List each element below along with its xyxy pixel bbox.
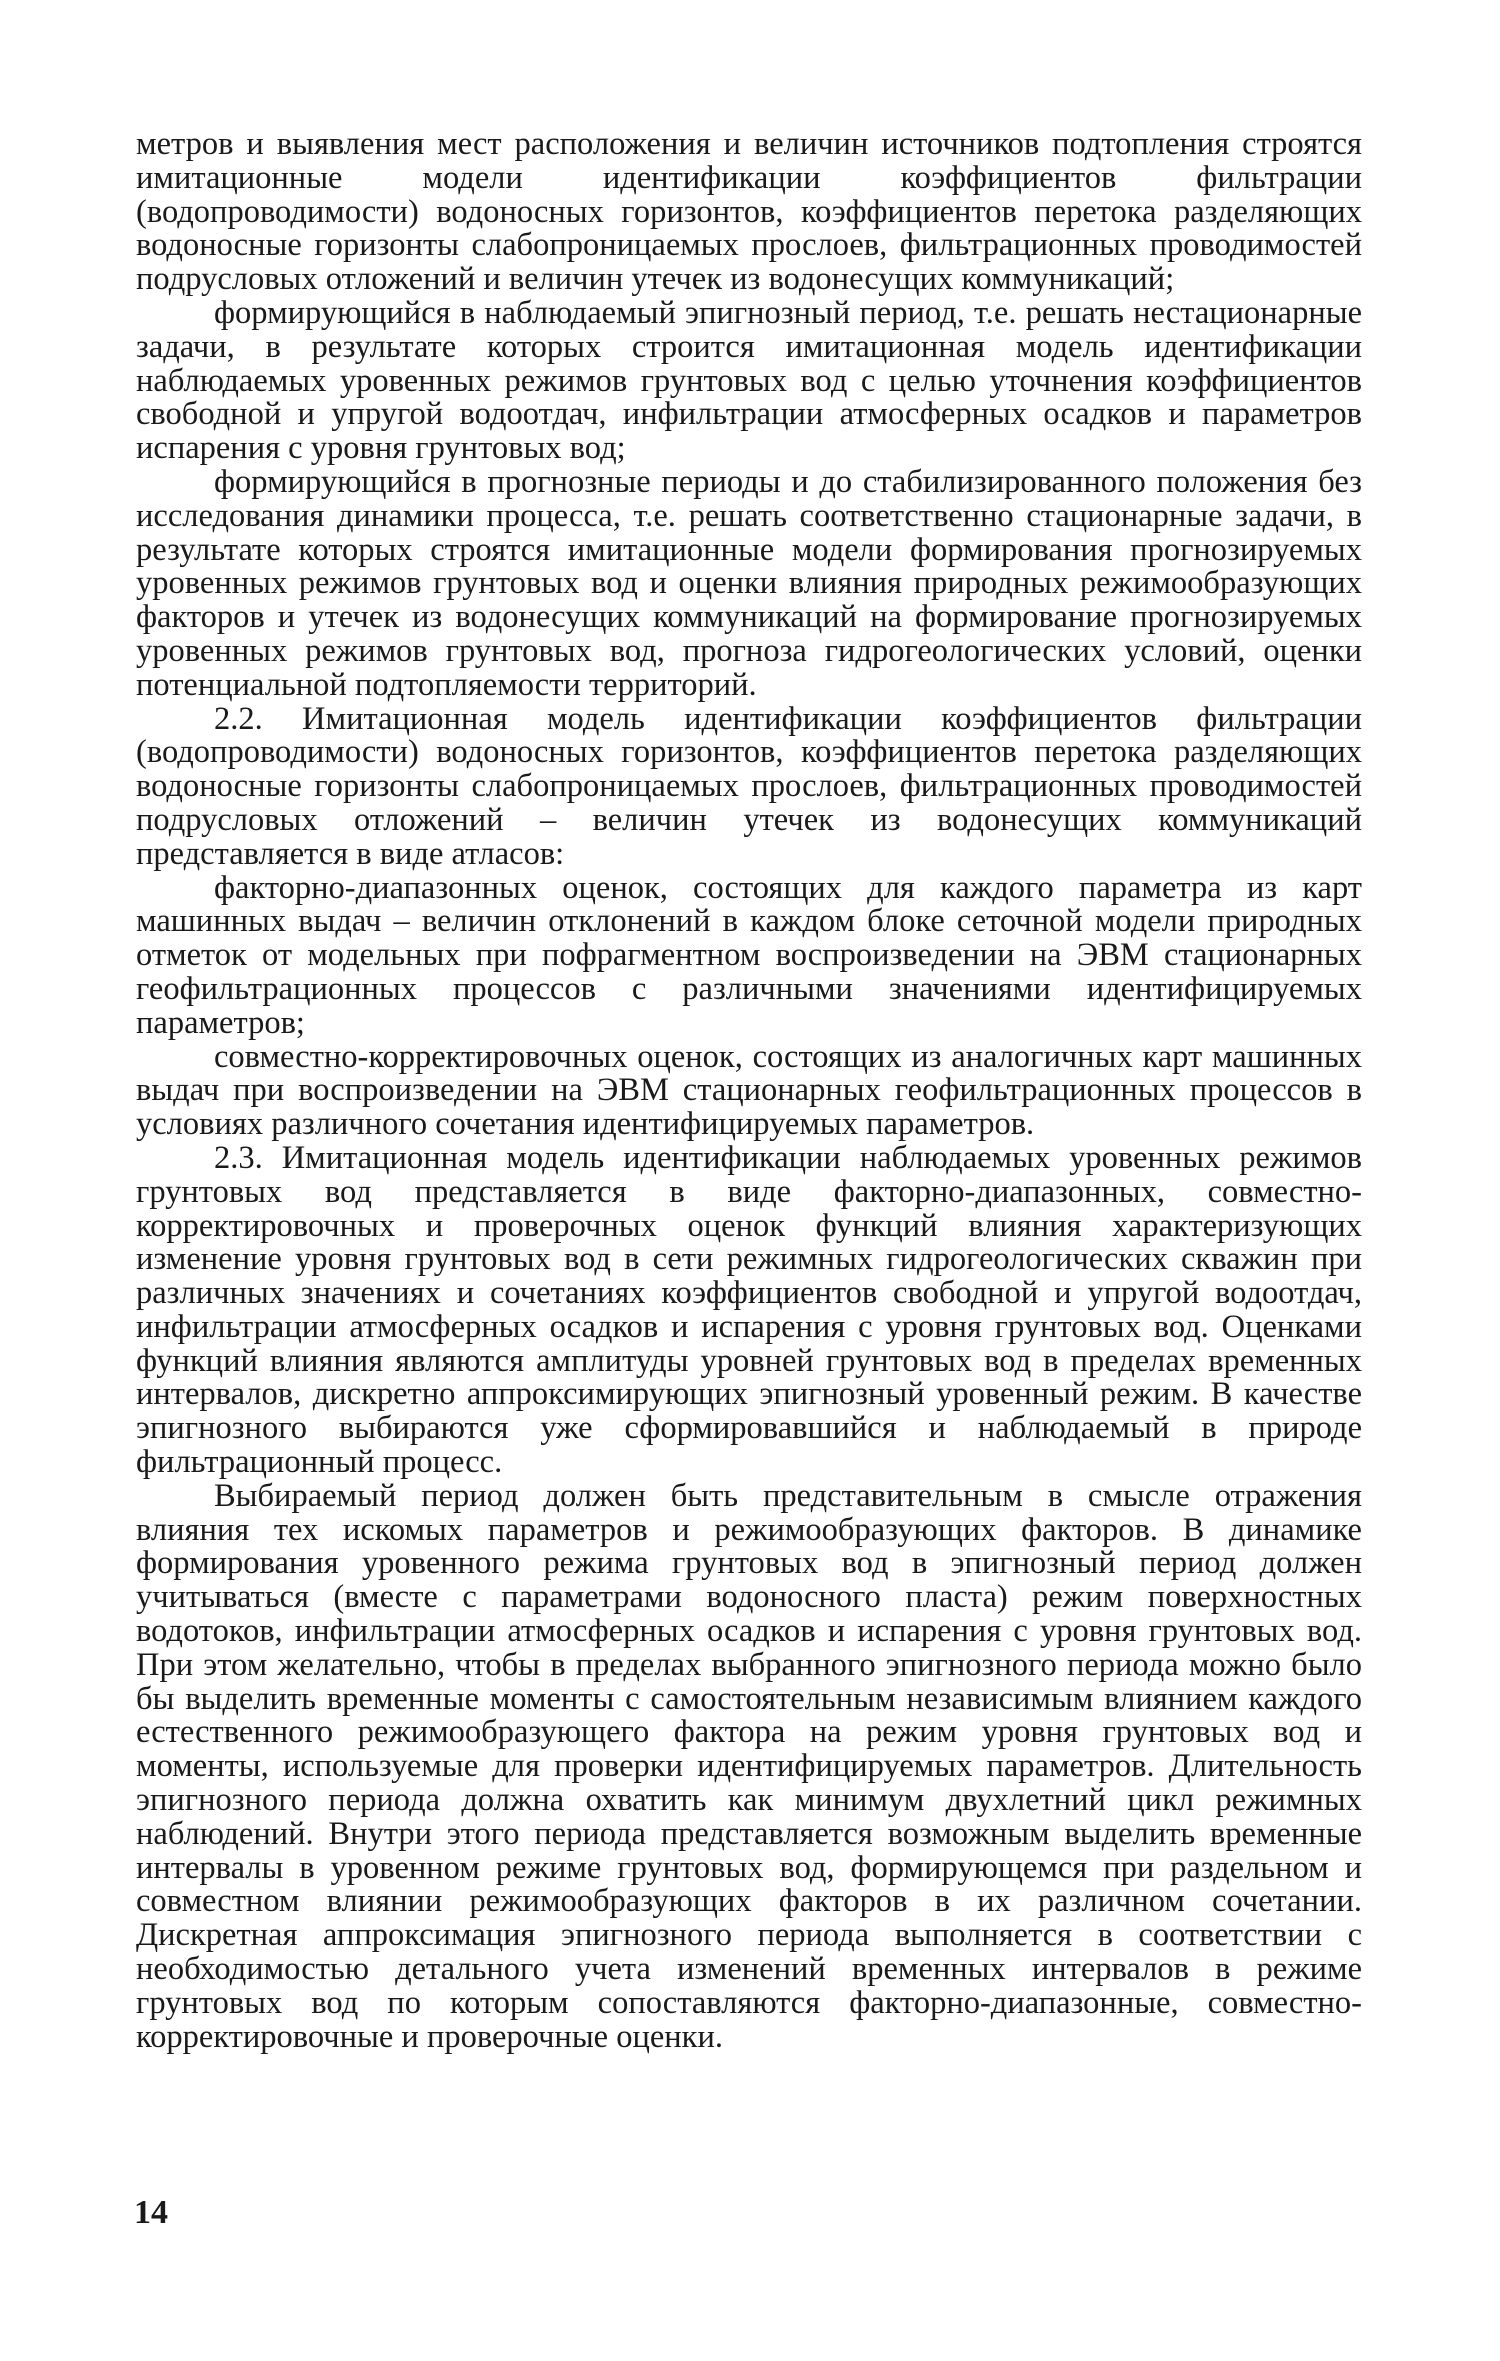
- paragraph-6: совместно-корректировочных оценок, состоящих из аналогичных карт машинных выдач при воспроизведении на ЭВМ стационарных геофильтрационных процессов в условиях различного сочетания идентифицируемых параметров.: [136, 1038, 1362, 1143]
- main-text: [136, 128, 1362, 2054]
- paragraph-5: факторно-диапазонных оценок, состоящих для каждого параметра из карт машинных выдач – величин отклонений в каждом блоке сеточной модели природных отметок от модельных при пофрагментном воспроизведении на ЭВМ стационарных геофильтрационных процессов с различными значениями идентифицируемых параметров;: [136, 869, 1362, 1041]
- paragraph-2: формирующийся в наблюдаемый эпигнозный период, т.е. решать нестационарные задачи, в результате которых строится имитационная модель идентификации наблюдаемых уровенных режимов грунтовых вод с целью уточнения коэффициентов свободной и упругой водоотдач, инфильтрации атмосферных осадков и параметров испарения с уровня грунтовых вод;: [136, 294, 1362, 467]
- page-number: 14: [134, 2194, 168, 2231]
- section-2-3-paragraph: 2.3. Имитационная модель идентификации наблюдаемых уровенных режимов грунтовых вод представляется в виде факторно-диапазонных, совместно-корректировочных и проверочных оценок функций влияния характеризующих изменение уровня грунтовых вод в сети режимных гидрогеологических скважин при различных значениях и сочетаниях коэффициентов свободной и упругой водоотдач, инфильтрации атмосферных осадков и испарения с уровня грунтовых вод. Оценками функций влияния являются амплитуды уровней грунтовых вод в пределах временных интервалов, дискретно аппроксимирующих эпигнозный уровенный режим. В качестве эпигнозного выбираются уже сформировавшийся и наблюдаемый в природе фильтрационный процесс.: [136, 1139, 1362, 1481]
- paragraph-1: метров и выявления мест расположения и величин источников подтопления строятся имитационные модели идентификации коэффициентов фильтрации (водопроводимости) водоносных горизонтов, коэффициентов перетока разделяющих водоносные горизонты слабопроницаемых прослоев, фильтрационных проводимостей подрусловых отложений и величин утечек из водонесущих коммуникаций;: [136, 126, 1362, 298]
- paragraph-3: формирующийся в прогнозные периоды и до стабилизированного положения без исследования динамики процесса, т.е. решать соответственно стационарные задачи, в результате которых строятся имитационные модели формирования прогнозируемых уровенных режимов грунтовых вод и оценки влияния природных режимообразующих факторов и утечек из водонесущих коммуникаций на формирование прогнозируемых уровенных режимов грунтовых вод, прогноза гидрогеологических условий, оценки потенциальной подтопляемости территорий.: [136, 463, 1362, 703]
- section-2-2-paragraph: 2.2. Имитационная модель идентификации коэффициентов фильтрации (водопроводимости) водоносных горизонтов, коэффициентов перетока разделяющих водоносные горизонты слабопроницаемых прослоев, фильтрационных проводимостей подрусловых отложений – величин утечек из водонесущих коммуникаций представляется в виде атласов:: [136, 700, 1362, 872]
- paragraph-8: Выбираемый период должен быть представительным в смысле отражения влияния тех искомых параметров и режимообразующих факторов. В динамике формирования уровенного режима грунтовых вод в эпигнозный период должен учитываться (вместе с параметрами водоносного пласта) режим поверхностных водотоков, инфильтрации атмосферных осадков и испарения с уровня грунтовых вод. При этом желательно, чтобы в пределах выбранного эпигнозного периода можно было бы выделить временные моменты с самостоятельным независимым влиянием каждого естественного режимообразующего фактора на режим уровня грунтовых вод и моменты, используемые для проверки идентифицируемых параметров. Длительность эпигнозного периода должна охватить как минимум двухлетний цикл режимных наблюдений. Внутри этого периода представляется возможным выделить временные интервалы в уровенном режиме грунтовых вод, формирующемся при раздельном и совместном влиянии режимообразующих факторов в их различном сочетании. Дискретная аппроксимация эпигнозного периода выполняется в соответствии с необходимостью детального учета изменений временных интервалов в режиме грунтовых вод по которым сопоставляются факторно-диапазонные, совместно-корректировочные и проверочные оценки.: [136, 1477, 1362, 2055]
